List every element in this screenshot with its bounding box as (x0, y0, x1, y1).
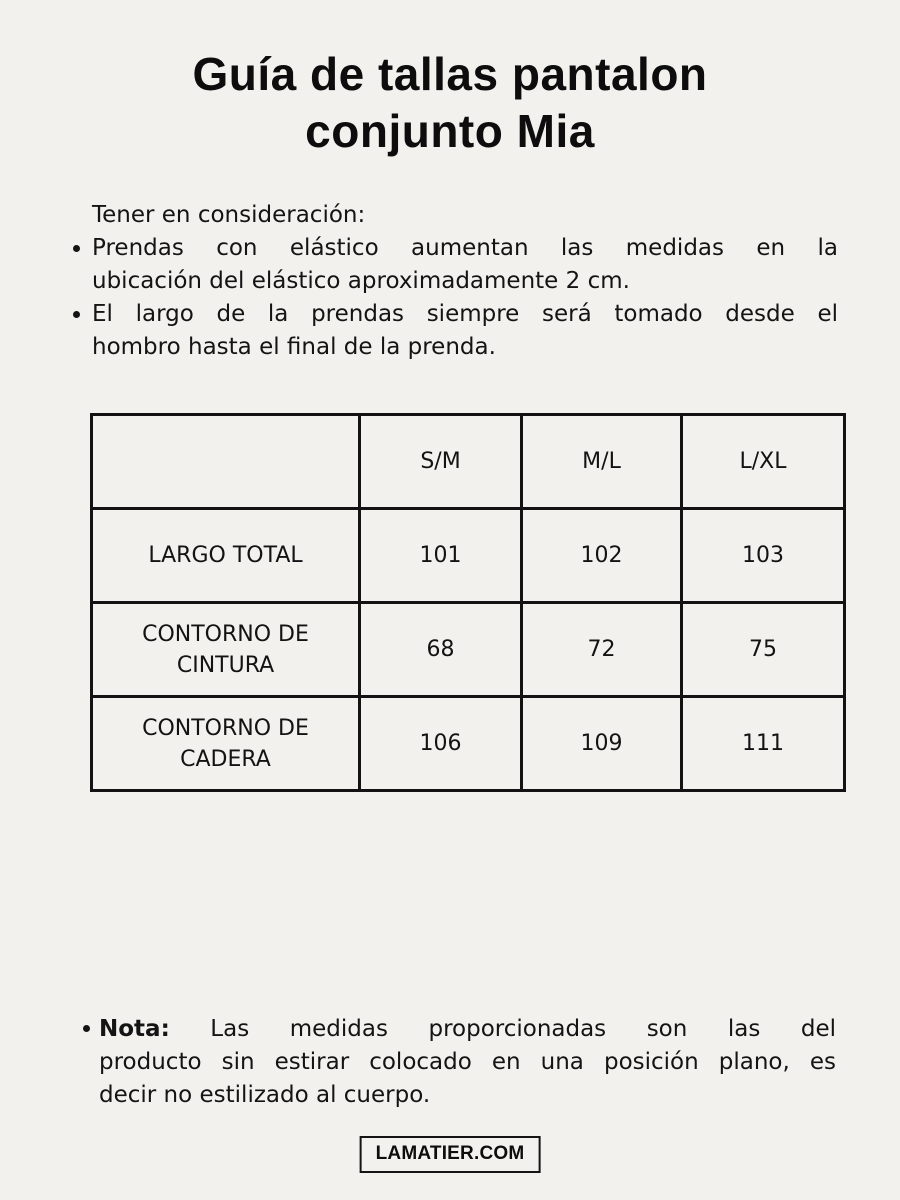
row-label: CONTORNO DE CINTURA (142, 621, 309, 678)
brand-label: LAMATIER.COM (375, 1143, 525, 1164)
size-value-cell: 101 (360, 509, 522, 603)
size-value-cell: 103 (682, 509, 845, 603)
note-line-2: producto sin estirar colocado en una posición plano, es (99, 1049, 836, 1075)
bullet-dot (73, 311, 80, 318)
page-title (0, 46, 900, 160)
size-value-cell: 68 (360, 603, 522, 697)
brand-box (360, 1136, 541, 1173)
table-row-contorno-cadera (92, 697, 845, 791)
row-label: CONTORNO DE CADERA (142, 715, 309, 772)
bullet-dot (73, 245, 80, 252)
table-row-largo-total (92, 509, 845, 603)
size-table-corner-cell (92, 415, 360, 509)
size-value-cell: 72 (522, 603, 682, 697)
considerations-heading: Tener en consideración: (92, 202, 366, 228)
size-col-header-sm: S/M (360, 415, 522, 509)
row-label-cell (92, 509, 360, 603)
bullet-2-line-1: El largo de la prendas siempre será tomado desde el (92, 301, 838, 327)
size-value-cell: 102 (522, 509, 682, 603)
consideration-bullet-1 (92, 232, 838, 298)
table-row-contorno-cintura (92, 603, 845, 697)
page-title-line-2: conjunto Mia (305, 105, 595, 157)
size-value-cell: 106 (360, 697, 522, 791)
row-label-cell (92, 697, 360, 791)
size-value-cell: 111 (682, 697, 845, 791)
size-col-header-ml: M/L (522, 415, 682, 509)
note-line-3: decir no estilizado al cuerpo. (99, 1082, 431, 1108)
considerations-section (92, 199, 838, 364)
consideration-bullet-2 (92, 298, 838, 364)
note-label: Nota: (99, 1016, 170, 1042)
page-title-line-1: Guía de tallas pantalon (192, 48, 708, 100)
note-line-1 (99, 1013, 836, 1046)
size-table (90, 413, 846, 792)
row-label: LARGO TOTAL (148, 543, 303, 568)
size-value-cell: 75 (682, 603, 845, 697)
bullet-1-line-2: ubicación del elástico aproximadamente 2 cm. (92, 268, 630, 294)
bullet-1-line-1: Prendas con elástico aumentan las medidas en la (92, 235, 838, 261)
bullet-dot (83, 1025, 90, 1032)
size-col-header-lxl: L/XL (682, 415, 845, 509)
row-label-cell (92, 603, 360, 697)
note-line-1-text: Las medidas proporcionadas son las del (210, 1016, 836, 1042)
bullet-2-line-2: hombro hasta el final de la prenda. (92, 334, 496, 360)
size-table-header-row (92, 415, 845, 509)
size-value-cell: 109 (522, 697, 682, 791)
note-section (99, 1013, 836, 1112)
